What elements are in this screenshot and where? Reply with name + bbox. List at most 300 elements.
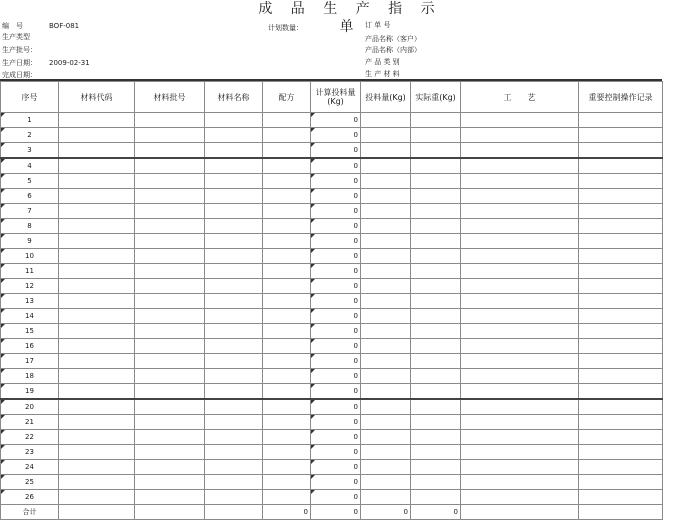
calc-feed-value: 0 <box>353 237 358 245</box>
input-cell[interactable] <box>461 174 579 189</box>
input-cell[interactable] <box>361 309 411 324</box>
input-cell[interactable] <box>461 279 579 294</box>
row-seq-text: 20 <box>25 403 34 411</box>
calc-feed-value: 0 <box>353 131 358 139</box>
input-cell[interactable] <box>59 415 135 430</box>
cell-marker <box>311 189 315 193</box>
input-cell[interactable] <box>579 204 663 219</box>
input-cell[interactable] <box>579 279 663 294</box>
row-seq-cell <box>1 174 59 189</box>
table-row <box>1 128 663 143</box>
input-cell[interactable] <box>263 189 311 204</box>
input-cell[interactable] <box>59 158 135 174</box>
input-cell[interactable] <box>205 384 263 400</box>
input-cell[interactable] <box>263 143 311 159</box>
input-cell[interactable] <box>135 354 205 369</box>
input-cell[interactable] <box>59 309 135 324</box>
input-cell[interactable] <box>461 128 579 143</box>
input-cell[interactable] <box>135 279 205 294</box>
calc-feed-cell <box>311 174 361 189</box>
calc-feed-value: 0 <box>353 493 358 501</box>
input-cell[interactable] <box>263 279 311 294</box>
input-cell[interactable] <box>411 399 461 415</box>
input-cell[interactable] <box>135 189 205 204</box>
row-seq-text: 26 <box>25 493 34 501</box>
input-cell[interactable] <box>205 294 263 309</box>
cell-marker <box>1 324 5 328</box>
cell-marker <box>311 309 315 313</box>
input-cell[interactable] <box>59 369 135 384</box>
input-cell[interactable] <box>361 113 411 128</box>
input-cell[interactable] <box>361 339 411 354</box>
input-cell[interactable] <box>411 354 461 369</box>
calc-feed-value: 0 <box>353 207 358 215</box>
input-cell[interactable] <box>461 204 579 219</box>
table-row <box>1 189 663 204</box>
row-seq-cell <box>1 158 59 174</box>
input-cell[interactable] <box>263 490 311 505</box>
input-cell[interactable] <box>59 354 135 369</box>
header-right-field <box>365 35 431 44</box>
input-cell[interactable] <box>59 445 135 460</box>
input-cell[interactable] <box>461 460 579 475</box>
input-cell[interactable] <box>205 234 263 249</box>
input-cell[interactable] <box>135 294 205 309</box>
input-cell[interactable] <box>411 189 461 204</box>
calc-feed-value: 0 <box>353 478 358 486</box>
input-cell[interactable] <box>411 128 461 143</box>
input-cell[interactable] <box>59 234 135 249</box>
input-cell[interactable] <box>461 264 579 279</box>
input-cell[interactable] <box>135 384 205 400</box>
input-cell[interactable] <box>59 204 135 219</box>
table-row <box>1 309 663 324</box>
row-seq-cell <box>1 490 59 505</box>
input-cell[interactable] <box>461 234 579 249</box>
input-cell[interactable] <box>579 234 663 249</box>
cell-marker <box>311 400 315 404</box>
table-row <box>1 475 663 490</box>
field-label: 生 产 材 料 <box>365 70 400 78</box>
input-cell[interactable] <box>461 249 579 264</box>
input-cell[interactable] <box>59 399 135 415</box>
input-cell[interactable] <box>361 294 411 309</box>
cell-marker <box>311 294 315 298</box>
input-cell[interactable] <box>263 384 311 400</box>
input-cell[interactable] <box>205 158 263 174</box>
input-cell[interactable] <box>461 324 579 339</box>
input-cell[interactable] <box>135 399 205 415</box>
input-cell[interactable] <box>263 399 311 415</box>
input-cell[interactable] <box>411 445 461 460</box>
input-cell[interactable] <box>579 249 663 264</box>
column-header: 材料批号 <box>135 82 205 113</box>
input-cell[interactable] <box>361 264 411 279</box>
input-cell[interactable] <box>205 219 263 234</box>
input-cell[interactable] <box>263 339 311 354</box>
row-seq-cell <box>1 369 59 384</box>
input-cell[interactable] <box>59 279 135 294</box>
table-row <box>1 113 663 128</box>
input-cell[interactable] <box>411 158 461 174</box>
input-cell[interactable] <box>59 490 135 505</box>
input-cell[interactable] <box>579 399 663 415</box>
calc-feed-value: 0 <box>353 297 358 305</box>
input-cell[interactable] <box>361 399 411 415</box>
input-cell[interactable] <box>579 174 663 189</box>
cell-marker <box>311 339 315 343</box>
input-cell[interactable] <box>411 415 461 430</box>
input-cell[interactable] <box>461 430 579 445</box>
row-seq-cell <box>1 354 59 369</box>
input-cell[interactable] <box>135 143 205 159</box>
input-cell[interactable] <box>411 264 461 279</box>
input-cell[interactable] <box>59 249 135 264</box>
input-cell[interactable] <box>361 369 411 384</box>
input-cell[interactable] <box>461 309 579 324</box>
calc-feed-cell <box>311 384 361 400</box>
input-cell[interactable] <box>205 354 263 369</box>
input-cell[interactable] <box>59 143 135 159</box>
input-cell[interactable] <box>579 158 663 174</box>
input-cell[interactable] <box>461 339 579 354</box>
input-cell[interactable] <box>135 415 205 430</box>
calc-feed-cell <box>311 445 361 460</box>
input-cell[interactable] <box>263 158 311 174</box>
input-cell[interactable] <box>263 430 311 445</box>
input-cell[interactable] <box>411 324 461 339</box>
input-cell[interactable] <box>411 279 461 294</box>
row-seq-text: 15 <box>25 327 34 335</box>
input-cell[interactable] <box>135 490 205 505</box>
input-cell[interactable] <box>411 490 461 505</box>
input-cell[interactable] <box>59 189 135 204</box>
input-cell[interactable] <box>579 339 663 354</box>
row-seq-text: 23 <box>25 448 34 456</box>
input-cell[interactable] <box>59 460 135 475</box>
input-cell[interactable] <box>59 294 135 309</box>
input-cell[interactable] <box>411 249 461 264</box>
total-cell <box>311 505 361 520</box>
calc-feed-value: 0 <box>353 463 358 471</box>
input-cell[interactable] <box>263 128 311 143</box>
cell-marker <box>1 174 5 178</box>
input-cell[interactable] <box>579 143 663 159</box>
input-cell[interactable] <box>263 204 311 219</box>
header-right-field <box>365 70 410 79</box>
input-cell[interactable] <box>411 475 461 490</box>
calc-feed-value: 0 <box>353 372 358 380</box>
header-left-field <box>2 22 79 31</box>
field-value[interactable]: 2009-02-31 <box>49 59 90 67</box>
input-cell[interactable] <box>135 264 205 279</box>
input-cell[interactable] <box>579 369 663 384</box>
cell-marker <box>1 309 5 313</box>
input-cell[interactable] <box>135 339 205 354</box>
table-row <box>1 445 663 460</box>
row-seq-cell <box>1 384 59 400</box>
input-cell[interactable] <box>135 430 205 445</box>
input-cell[interactable] <box>579 309 663 324</box>
field-label: 订 单 号 <box>365 21 391 29</box>
input-cell[interactable] <box>361 475 411 490</box>
input-cell[interactable] <box>263 460 311 475</box>
input-cell[interactable] <box>361 445 411 460</box>
calc-feed-value: 0 <box>353 342 358 350</box>
input-cell[interactable] <box>411 143 461 159</box>
input-cell[interactable] <box>263 369 311 384</box>
input-cell[interactable] <box>263 324 311 339</box>
input-cell[interactable] <box>205 189 263 204</box>
input-cell[interactable] <box>361 415 411 430</box>
cell-marker <box>1 113 5 117</box>
row-seq-cell <box>1 219 59 234</box>
input-cell[interactable] <box>205 369 263 384</box>
input-cell[interactable] <box>263 354 311 369</box>
input-cell[interactable] <box>263 294 311 309</box>
cell-marker <box>1 430 5 434</box>
input-cell[interactable] <box>411 219 461 234</box>
input-cell[interactable] <box>205 309 263 324</box>
input-cell[interactable] <box>135 445 205 460</box>
input-cell[interactable] <box>263 234 311 249</box>
input-cell[interactable] <box>411 430 461 445</box>
field-label: 产品名称（内部） <box>365 46 421 54</box>
field-label: 生产日期： <box>2 59 37 67</box>
input-cell[interactable] <box>361 324 411 339</box>
table-row <box>1 249 663 264</box>
input-cell[interactable] <box>461 189 579 204</box>
input-cell[interactable] <box>579 490 663 505</box>
input-cell[interactable] <box>461 384 579 400</box>
input-cell[interactable] <box>461 158 579 174</box>
input-cell[interactable] <box>205 415 263 430</box>
input-cell[interactable] <box>263 249 311 264</box>
table-row <box>1 324 663 339</box>
row-seq-cell <box>1 234 59 249</box>
input-cell[interactable] <box>361 204 411 219</box>
input-cell[interactable] <box>361 143 411 159</box>
input-cell[interactable] <box>579 460 663 475</box>
input-cell[interactable] <box>59 384 135 400</box>
input-cell[interactable] <box>59 339 135 354</box>
field-value[interactable]: BOF-081 <box>49 22 80 30</box>
input-cell[interactable] <box>461 369 579 384</box>
input-cell[interactable] <box>205 279 263 294</box>
input-cell[interactable] <box>461 445 579 460</box>
input-cell[interactable] <box>411 174 461 189</box>
input-cell[interactable] <box>263 475 311 490</box>
column-header: 实际重(Kg) <box>411 82 461 113</box>
cell-marker <box>1 490 5 494</box>
input-cell[interactable] <box>579 475 663 490</box>
input-cell[interactable] <box>205 475 263 490</box>
input-cell[interactable] <box>205 399 263 415</box>
input-cell[interactable] <box>361 158 411 174</box>
input-cell[interactable] <box>361 128 411 143</box>
cell-marker <box>311 143 315 147</box>
input-cell[interactable] <box>579 384 663 400</box>
input-cell[interactable] <box>461 399 579 415</box>
input-cell[interactable] <box>361 249 411 264</box>
input-cell[interactable] <box>205 430 263 445</box>
table-row <box>1 158 663 174</box>
input-cell[interactable] <box>461 219 579 234</box>
row-seq-cell <box>1 309 59 324</box>
input-cell[interactable] <box>59 113 135 128</box>
input-cell[interactable] <box>205 249 263 264</box>
input-cell[interactable] <box>205 324 263 339</box>
input-cell[interactable] <box>579 354 663 369</box>
row-seq-text: 13 <box>25 297 34 305</box>
input-cell[interactable] <box>59 475 135 490</box>
input-cell[interactable] <box>205 490 263 505</box>
input-cell[interactable] <box>263 415 311 430</box>
input-cell[interactable] <box>135 204 205 219</box>
cell-marker <box>1 234 5 238</box>
input-cell[interactable] <box>361 189 411 204</box>
cell-marker <box>311 159 315 163</box>
input-cell[interactable] <box>135 475 205 490</box>
input-cell[interactable] <box>135 113 205 128</box>
cell-marker <box>311 264 315 268</box>
calc-feed-value: 0 <box>353 387 358 395</box>
input-cell[interactable] <box>135 249 205 264</box>
input-cell[interactable] <box>411 339 461 354</box>
input-cell[interactable] <box>579 430 663 445</box>
row-seq-text: 4 <box>27 162 32 170</box>
input-cell[interactable] <box>361 234 411 249</box>
input-cell[interactable] <box>411 309 461 324</box>
input-cell[interactable] <box>205 339 263 354</box>
table-row <box>1 264 663 279</box>
input-cell[interactable] <box>461 475 579 490</box>
input-cell[interactable] <box>135 460 205 475</box>
input-cell[interactable] <box>461 490 579 505</box>
input-cell[interactable] <box>59 174 135 189</box>
input-cell[interactable] <box>361 354 411 369</box>
input-cell[interactable] <box>461 294 579 309</box>
row-seq-cell <box>1 249 59 264</box>
cell-marker <box>1 354 5 358</box>
input-cell[interactable] <box>135 324 205 339</box>
input-cell[interactable] <box>205 445 263 460</box>
row-seq-text: 3 <box>27 146 32 154</box>
calc-feed-cell <box>311 324 361 339</box>
input-cell[interactable] <box>411 294 461 309</box>
calc-feed-cell <box>311 249 361 264</box>
input-cell[interactable] <box>135 174 205 189</box>
input-cell[interactable] <box>205 460 263 475</box>
input-cell[interactable] <box>461 113 579 128</box>
cell-marker <box>1 384 5 388</box>
input-cell[interactable] <box>361 460 411 475</box>
input-cell[interactable] <box>205 143 263 159</box>
input-cell[interactable] <box>411 113 461 128</box>
input-cell[interactable] <box>411 460 461 475</box>
cell-marker <box>1 249 5 253</box>
input-cell[interactable] <box>263 113 311 128</box>
input-cell[interactable] <box>59 264 135 279</box>
input-cell[interactable] <box>205 174 263 189</box>
cell-marker <box>311 445 315 449</box>
input-cell[interactable] <box>59 219 135 234</box>
calc-feed-cell <box>311 369 361 384</box>
header-left-field <box>2 33 40 42</box>
input-cell[interactable] <box>411 369 461 384</box>
input-cell[interactable] <box>461 415 579 430</box>
input-cell[interactable] <box>361 219 411 234</box>
input-cell[interactable] <box>205 264 263 279</box>
input-cell[interactable] <box>135 234 205 249</box>
input-cell[interactable] <box>263 445 311 460</box>
row-seq-cell <box>1 460 59 475</box>
column-header: 材料名称 <box>205 82 263 113</box>
input-cell[interactable] <box>135 128 205 143</box>
input-cell[interactable] <box>361 279 411 294</box>
input-cell[interactable] <box>59 324 135 339</box>
input-cell[interactable] <box>135 369 205 384</box>
input-cell[interactable] <box>579 294 663 309</box>
input-cell[interactable] <box>205 113 263 128</box>
input-cell[interactable] <box>461 354 579 369</box>
table-row <box>1 219 663 234</box>
input-cell[interactable] <box>579 128 663 143</box>
table-row <box>1 174 663 189</box>
input-cell[interactable] <box>361 384 411 400</box>
input-cell[interactable] <box>411 204 461 219</box>
input-cell[interactable] <box>263 264 311 279</box>
total-cell <box>411 505 461 520</box>
calc-feed-value: 0 <box>353 222 358 230</box>
input-cell[interactable] <box>361 490 411 505</box>
input-cell[interactable] <box>579 264 663 279</box>
input-cell[interactable] <box>579 189 663 204</box>
input-cell[interactable] <box>411 234 461 249</box>
cell-marker <box>311 234 315 238</box>
input-cell[interactable] <box>263 309 311 324</box>
row-seq-text: 19 <box>25 387 34 395</box>
total-recipe: 0 <box>303 508 308 516</box>
header-right-field <box>365 46 431 55</box>
input-cell[interactable] <box>579 324 663 339</box>
input-cell[interactable] <box>205 204 263 219</box>
row-seq-text: 10 <box>25 252 34 260</box>
input-cell[interactable] <box>135 219 205 234</box>
input-cell[interactable] <box>461 143 579 159</box>
input-cell[interactable] <box>579 415 663 430</box>
row-seq-text: 9 <box>27 237 32 245</box>
input-cell[interactable] <box>135 158 205 174</box>
calc-feed-value: 0 <box>353 282 358 290</box>
input-cell[interactable] <box>579 445 663 460</box>
input-cell[interactable] <box>135 309 205 324</box>
input-cell[interactable] <box>361 430 411 445</box>
input-cell[interactable] <box>59 430 135 445</box>
input-cell[interactable] <box>263 174 311 189</box>
input-cell[interactable] <box>411 384 461 400</box>
cell-marker <box>1 279 5 283</box>
cell-marker <box>1 159 5 163</box>
input-cell[interactable] <box>579 113 663 128</box>
row-seq-cell <box>1 279 59 294</box>
input-cell[interactable] <box>59 128 135 143</box>
input-cell[interactable] <box>205 128 263 143</box>
input-cell[interactable] <box>263 219 311 234</box>
input-cell[interactable] <box>579 219 663 234</box>
calc-feed-cell <box>311 399 361 415</box>
input-cell[interactable] <box>361 174 411 189</box>
